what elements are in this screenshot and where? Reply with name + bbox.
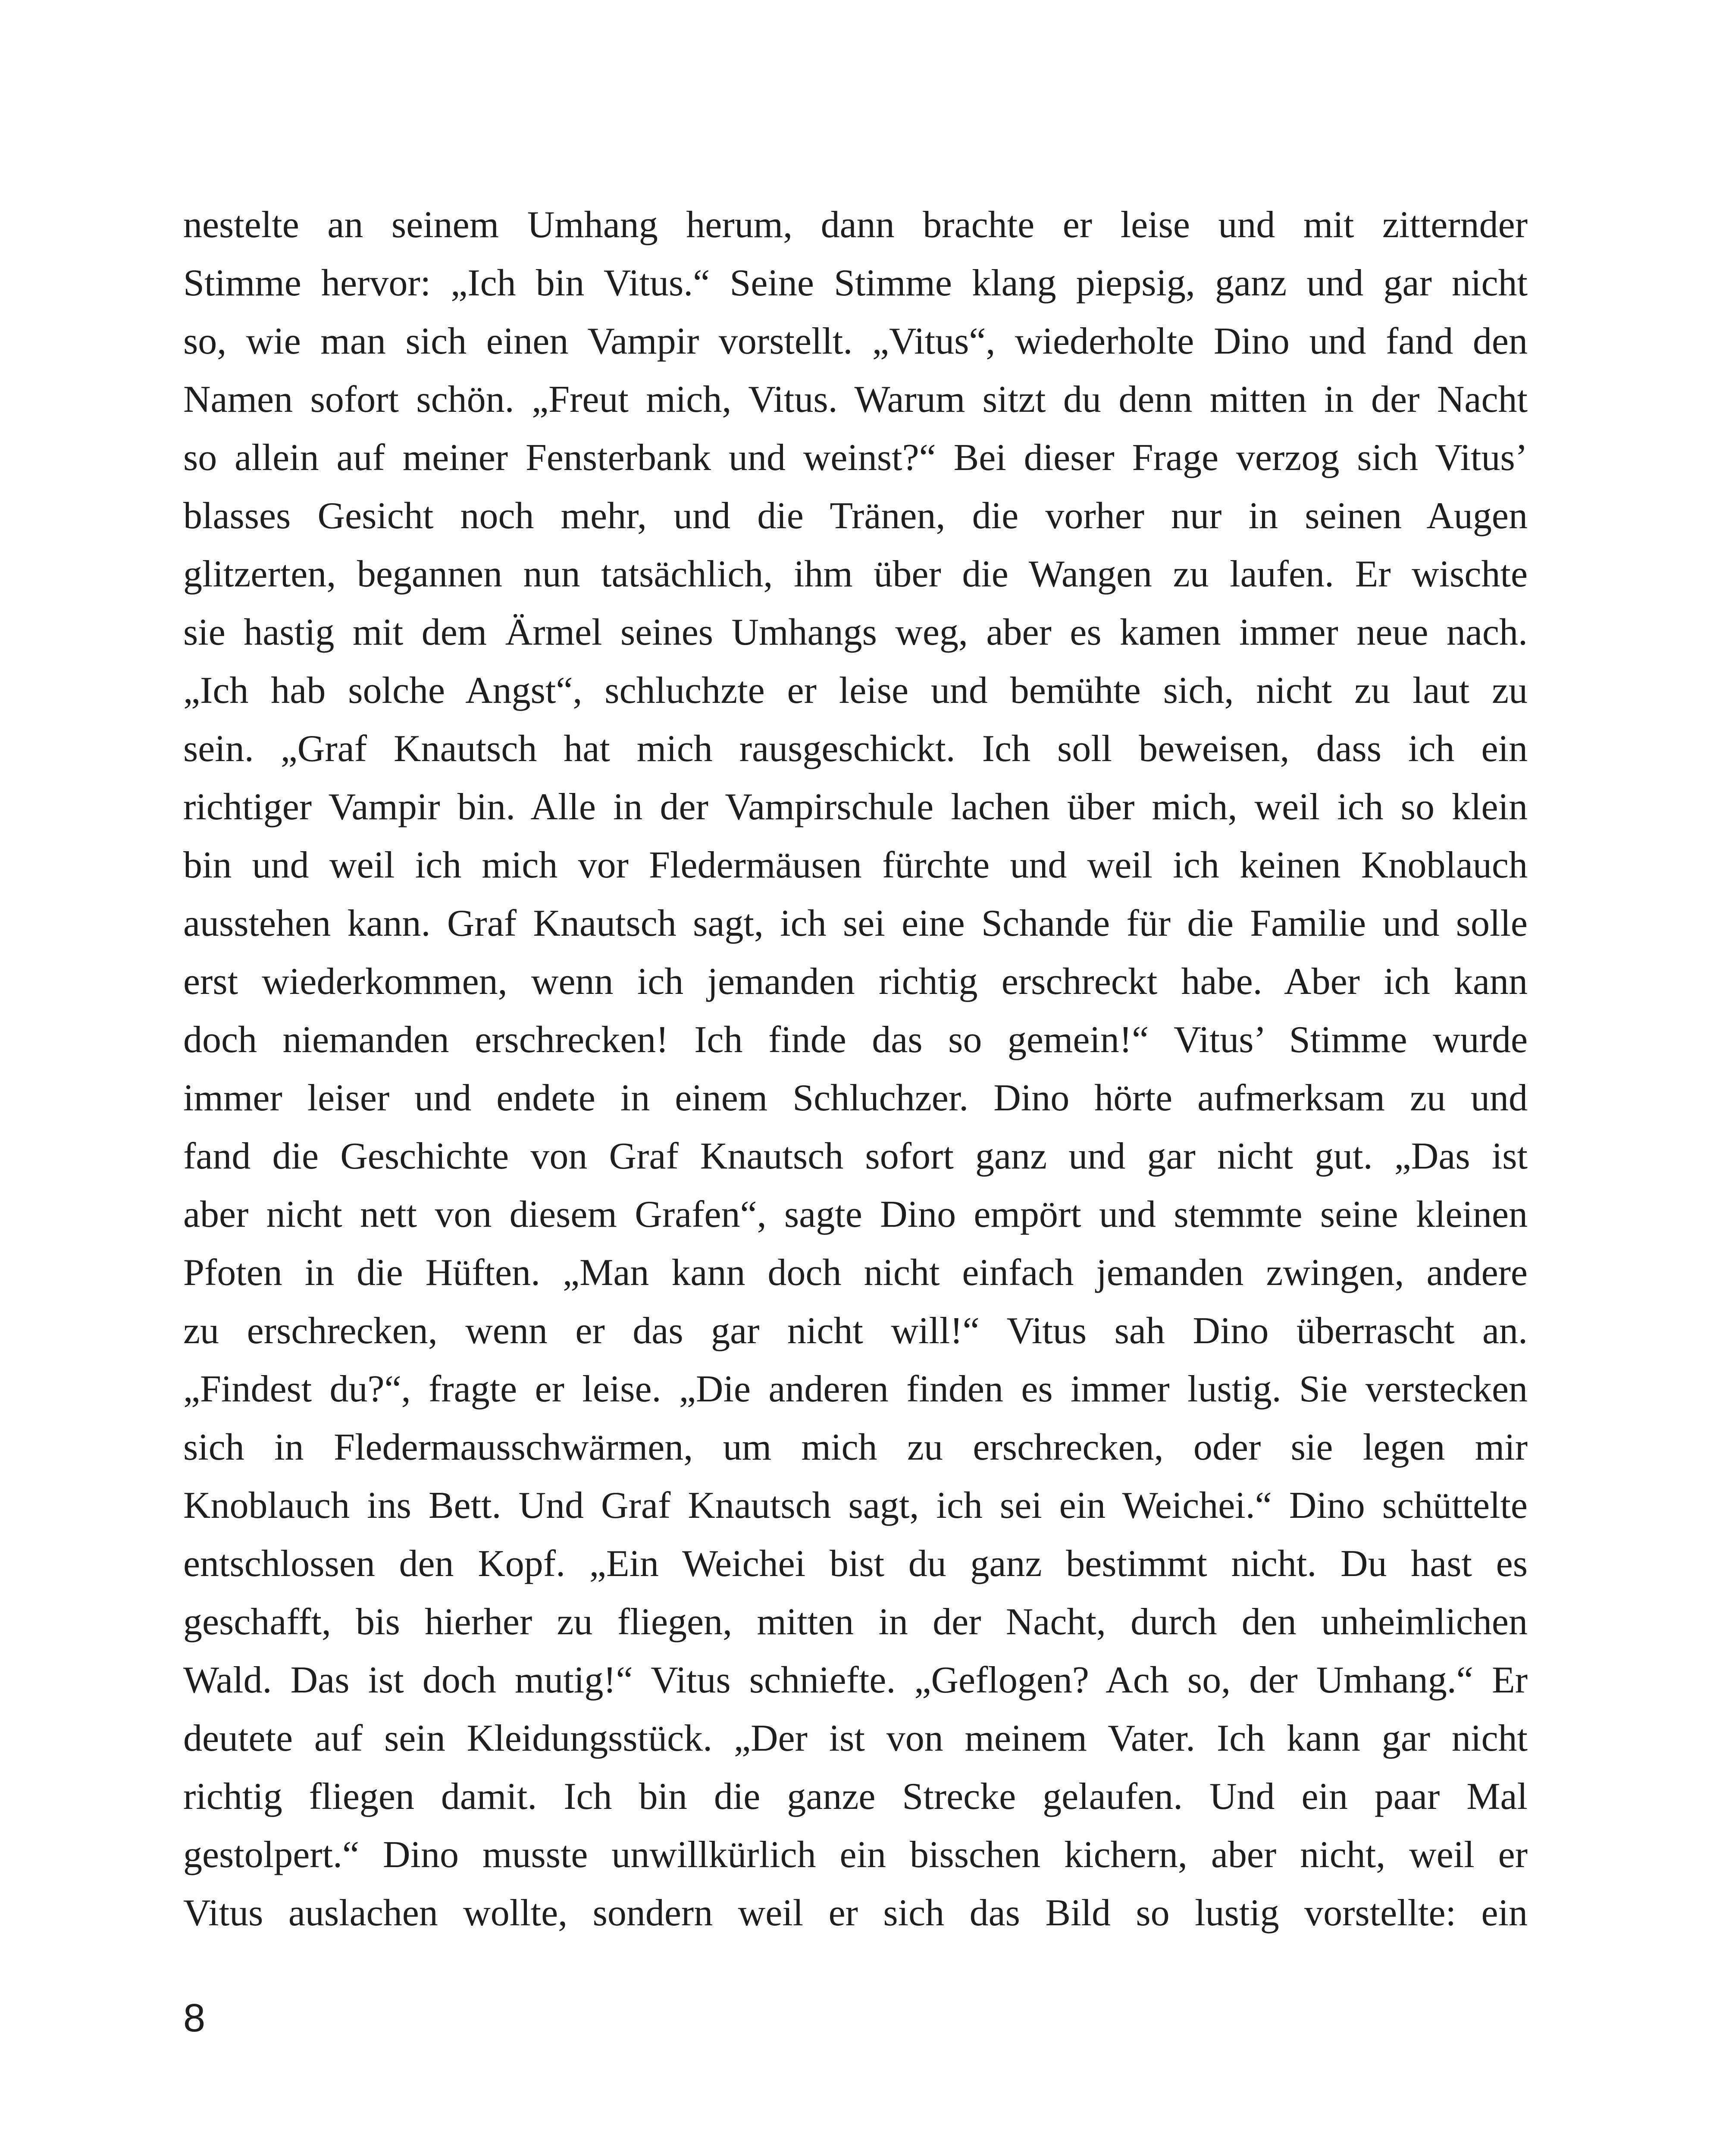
text-line: immer leiser und endete in einem Schluchzer. Dino hörte aufmerksam zu und	[183, 1077, 1528, 1119]
text-line: so allein auf meiner Fensterbank und weinst?“ Bei dieser Frage verzog sich Vitus’	[183, 437, 1528, 479]
text-line: entschlossen den Kopf. „Ein Weichei bist du ganz bestimmt nicht. Du hast es	[183, 1543, 1528, 1585]
text-line: sich in Fledermausschwärmen, um mich zu erschrecken, oder sie legen mir	[183, 1426, 1528, 1468]
text-line: richtiger Vampir bin. Alle in der Vampirschule lachen über mich, weil ich so klein	[183, 786, 1528, 828]
text-line: blasses Gesicht noch mehr, und die Tränen, die vorher nur in seinen Augen	[183, 495, 1528, 537]
page-number: 8	[183, 1996, 206, 2040]
text-line: bin und weil ich mich vor Fledermäusen fürchte und weil ich keinen Knoblauch	[183, 844, 1528, 886]
text-line: sie hastig mit dem Ärmel seines Umhangs weg, aber es kamen immer neue nach.	[183, 611, 1528, 653]
text-line: sein. „Graf Knautsch hat mich rausgeschickt. Ich soll beweisen, dass ich ein	[183, 728, 1528, 770]
text-line: doch niemanden erschrecken! Ich finde das so gemein!“ Vitus’ Stimme wurde	[183, 1019, 1528, 1061]
text-line: ausstehen kann. Graf Knautsch sagt, ich sei eine Schande für die Familie und solle	[183, 903, 1528, 944]
text-line: so, wie man sich einen Vampir vorstellt. „Vitus“, wiederholte Dino und fand den	[183, 320, 1528, 362]
text-line: fand die Geschichte von Graf Knautsch sofort ganz und gar nicht gut. „Das ist	[183, 1135, 1528, 1177]
text-line: Wald. Das ist doch mutig!“ Vitus schniefte. „Geflogen? Ach so, der Umhang.“ Er	[183, 1659, 1528, 1701]
text-line: richtig fliegen damit. Ich bin die ganze Strecke gelaufen. Und ein paar Mal	[183, 1776, 1528, 1818]
text-line: „Ich hab solche Angst“, schluchzte er leise und bemühte sich, nicht zu laut zu	[183, 670, 1528, 711]
text-line: deutete auf sein Kleidungsstück. „Der ist von meinem Vater. Ich kann gar nicht	[183, 1717, 1528, 1759]
text-line: Namen sofort schön. „Freut mich, Vitus. Warum sitzt du denn mitten in der Nacht	[183, 379, 1528, 420]
text-line: Knoblauch ins Bett. Und Graf Knautsch sagt, ich sei ein Weichei.“ Dino schüttelte	[183, 1485, 1528, 1526]
text-line: Vitus auslachen wollte, sondern weil er sich das Bild so lustig vorstellte: ein	[183, 1892, 1528, 1934]
text-line: erst wiederkommen, wenn ich jemanden richtig erschreckt habe. Aber ich kann	[183, 961, 1528, 1003]
text-line: glitzerten, begannen nun tatsächlich, ihm über die Wangen zu laufen. Er wischte	[183, 553, 1528, 595]
text-line: aber nicht nett von diesem Grafen“, sagte Dino empört und stemmte seine kleinen	[183, 1194, 1528, 1235]
text-line: nestelte an seinem Umhang herum, dann brachte er leise und mit zitternder	[183, 204, 1528, 246]
text-line: „Findest du?“, fragte er leise. „Die anderen finden es immer lustig. Sie verstecken	[183, 1368, 1528, 1410]
text-line: zu erschrecken, wenn er das gar nicht will!“ Vitus sah Dino überrascht an.	[183, 1310, 1528, 1352]
body-text	[183, 196, 1528, 1942]
text-line: gestolpert.“ Dino musste unwillkürlich ein bisschen kichern, aber nicht, weil er	[183, 1834, 1528, 1876]
text-line: Pfoten in die Hüften. „Man kann doch nicht einfach jemanden zwingen, andere	[183, 1252, 1528, 1294]
text-line: Stimme hervor: „Ich bin Vitus.“ Seine Stimme klang piepsig, ganz und gar nicht	[183, 262, 1528, 304]
text-line: geschafft, bis hierher zu fliegen, mitten in der Nacht, durch den unheimlichen	[183, 1601, 1528, 1643]
